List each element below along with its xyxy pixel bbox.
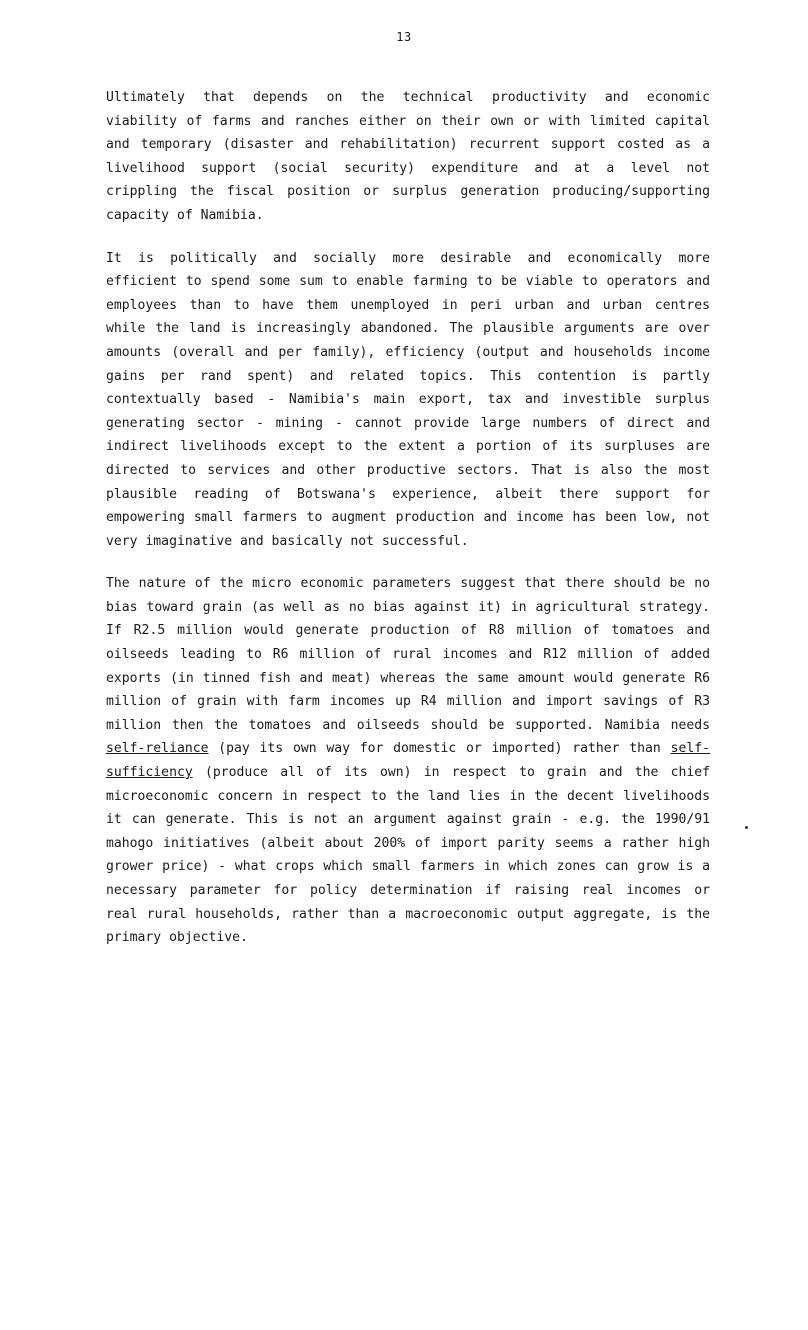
text-segment: million then the tomatoes and oilseeds should be supported. Namibia needs bbox=[106, 717, 710, 733]
text-segment: directed to services and other productive sectors. That is also the most bbox=[106, 462, 710, 478]
paragraph bbox=[106, 572, 710, 950]
text-segment: microeconomic concern in respect to the land lies in the decent livelihoods bbox=[106, 788, 710, 804]
text-line bbox=[106, 247, 710, 271]
text-segment: generating sector - mining - cannot provide large numbers of direct and bbox=[106, 415, 710, 431]
text-segment: exports (in tinned fish and meat) whereas the same amount would generate R6 bbox=[106, 670, 710, 686]
text-line bbox=[106, 737, 710, 761]
page-number: 13 bbox=[396, 30, 412, 44]
text-line bbox=[106, 341, 710, 365]
text-line bbox=[106, 180, 710, 204]
stray-mark bbox=[745, 826, 748, 829]
text-segment: The nature of the micro economic parameters suggest that there should be no bbox=[106, 576, 710, 592]
text-segment: grower price) - what crops which small farmers in which zones can grow is a bbox=[106, 859, 710, 875]
text-segment: If R2.5 million would generate production of R8 million of tomatoes and bbox=[106, 623, 710, 639]
text-segment: bias toward grain (as well as no bias against it) in agricultural strategy. bbox=[106, 599, 710, 615]
text-line bbox=[106, 879, 710, 903]
text-line bbox=[106, 855, 710, 879]
paragraph bbox=[106, 247, 710, 554]
paragraph bbox=[106, 86, 710, 228]
text-line bbox=[106, 86, 710, 110]
text-line bbox=[106, 317, 710, 341]
text-segment: oilseeds leading to R6 million of rural incomes and R12 million of added bbox=[106, 647, 710, 663]
text-line bbox=[106, 110, 710, 134]
text-line bbox=[106, 785, 710, 809]
text-segment: necessary parameter for policy determination if raising real incomes or bbox=[106, 883, 710, 898]
text-segment: mahogo initiatives (albeit about 200% of import parity seems a rather high bbox=[106, 835, 710, 851]
text-segment: primary objective. bbox=[106, 930, 248, 946]
text-segment: empowering small farmers to augment production and income has been low, not bbox=[106, 510, 710, 526]
text-segment: indirect livelihoods except to the extent a portion of its surpluses are bbox=[106, 439, 710, 455]
text-line bbox=[106, 572, 710, 596]
text-segment: It is politically and socially more desirable and economically more bbox=[106, 250, 710, 266]
text-line bbox=[106, 294, 710, 318]
text-segment: and temporary (disaster and rehabilitation) recurrent support costed as a bbox=[106, 137, 710, 153]
text-line bbox=[106, 133, 710, 157]
text-segment: (pay its own way for domestic or imported) rather than bbox=[208, 741, 671, 757]
text-segment: Ultimately that depends on the technical productivity and economic bbox=[106, 90, 710, 105]
text-line bbox=[106, 530, 710, 554]
text-line bbox=[106, 690, 710, 714]
text-line bbox=[106, 903, 710, 927]
text-line bbox=[106, 365, 710, 389]
text-segment: contextually based - Namibia's main export, tax and investible surplus bbox=[106, 392, 710, 408]
text-line bbox=[106, 761, 710, 785]
text-line bbox=[106, 204, 710, 228]
text-segment: very imaginative and basically not successful. bbox=[106, 533, 469, 549]
text-line bbox=[106, 435, 710, 459]
text-line bbox=[106, 412, 710, 436]
text-segment: (produce all of its own) in respect to grain and the chief bbox=[192, 765, 710, 781]
text-line bbox=[106, 832, 710, 856]
text-line bbox=[106, 270, 710, 294]
text-segment: employees than to have them unemployed in peri urban and urban centres bbox=[106, 297, 710, 313]
text-line bbox=[106, 459, 710, 483]
text-segment: it can generate. This is not an argument against grain - e.g. the 1990/91 bbox=[106, 812, 710, 828]
text-line bbox=[106, 157, 710, 181]
text-segment: livelihood support (social security) expenditure and at a level not bbox=[106, 160, 710, 176]
text-segment: while the land is increasingly abandoned. The plausible arguments are over bbox=[106, 321, 710, 337]
text-line bbox=[106, 714, 710, 738]
underlined-term: sufficiency bbox=[106, 765, 193, 781]
text-line bbox=[106, 596, 710, 620]
text-line bbox=[106, 667, 710, 691]
text-line bbox=[106, 483, 710, 507]
text-line bbox=[106, 808, 710, 832]
text-segment: viability of farms and ranches either on their own or with limited capital bbox=[106, 113, 710, 129]
underlined-term: self-reliance bbox=[106, 741, 209, 757]
text-line bbox=[106, 506, 710, 530]
text-line bbox=[106, 619, 710, 643]
text-segment: gains per rand spent) and related topics. This contention is partly bbox=[106, 368, 710, 384]
underlined-term: self- bbox=[670, 741, 710, 757]
text-segment: amounts (overall and per family), efficiency (output and households income bbox=[106, 344, 710, 360]
text-segment: efficient to spend some sum to enable farming to be viable to operators and bbox=[106, 274, 710, 290]
text-segment: real rural households, rather than a macroeconomic output aggregate, is the bbox=[106, 906, 710, 922]
text-segment: plausible reading of Botswana's experience, albeit there support for bbox=[106, 486, 710, 502]
text-line bbox=[106, 926, 710, 950]
text-segment: capacity of Namibia. bbox=[106, 207, 264, 223]
text-segment: million of grain with farm incomes up R4 million and import savings of R3 bbox=[106, 694, 710, 710]
body-text bbox=[106, 86, 710, 969]
text-segment: crippling the fiscal position or surplus generation producing/supporting bbox=[106, 184, 710, 200]
text-line bbox=[106, 643, 710, 667]
text-line bbox=[106, 388, 710, 412]
